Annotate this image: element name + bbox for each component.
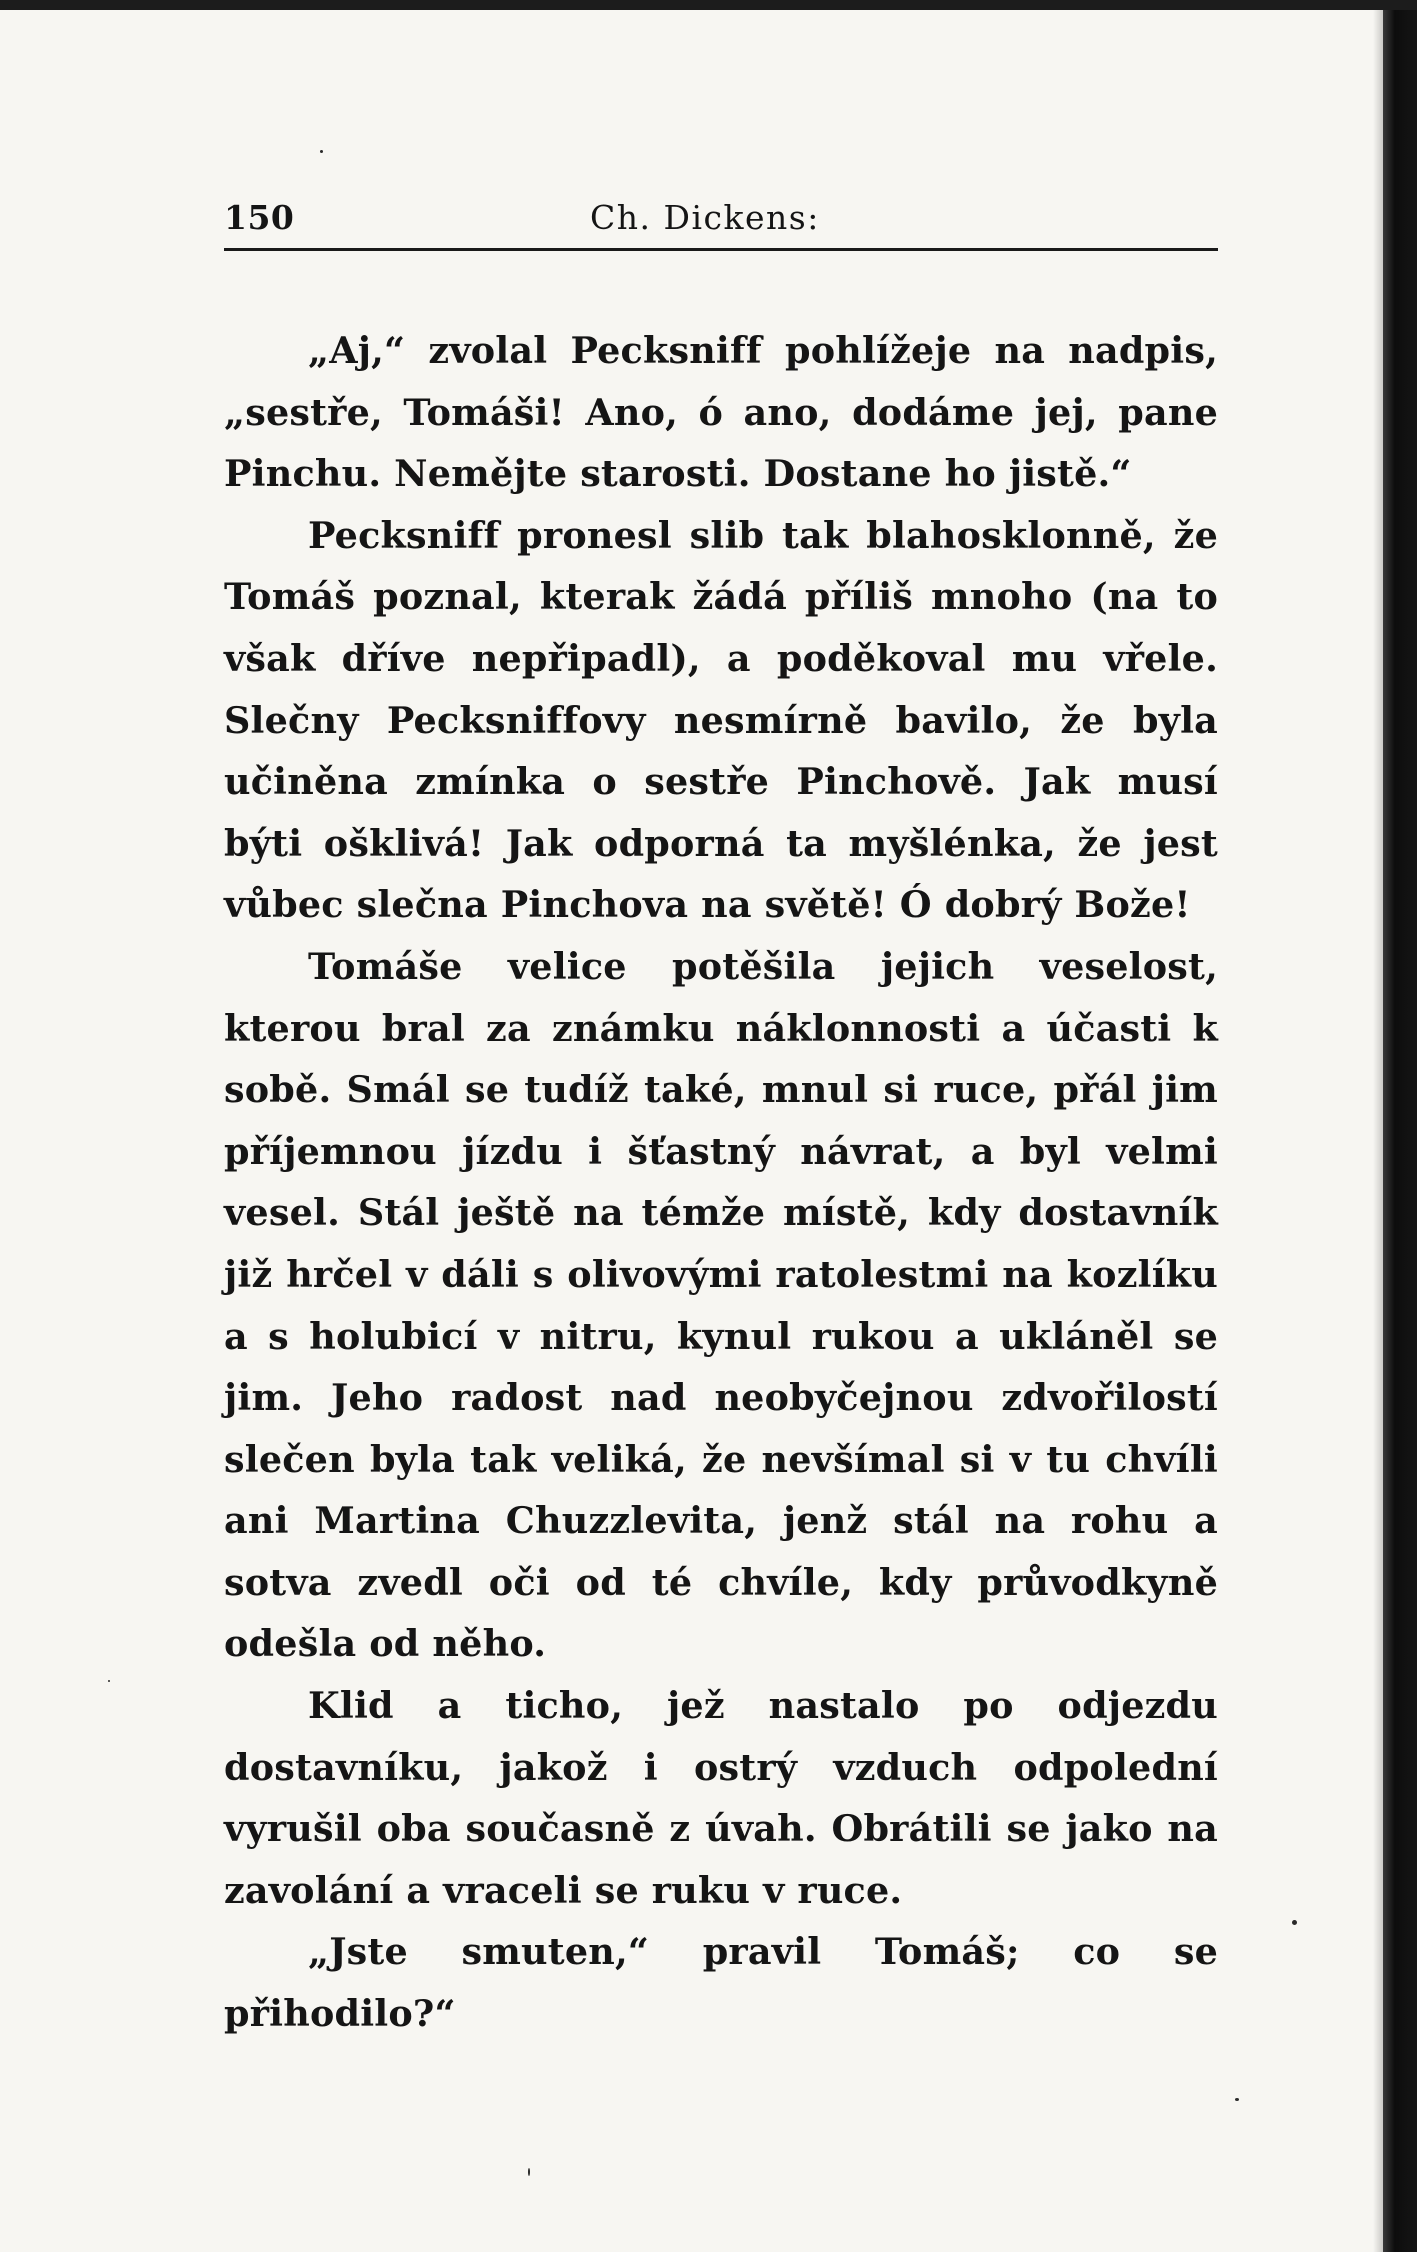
book-page bbox=[224, 180, 1218, 2036]
book-edge bbox=[1383, 10, 1417, 2252]
paper-speck bbox=[320, 150, 323, 153]
paragraph: Pecksniff pronesl slib tak blahosklonně, že Tomáš poznal, kterak žádá příliš mnoho (na to však dříve nepřipadl), a poděkoval mu vřele. Slečny Pecksniffovy nesmírně bavilo, že byla učiněna zmínka o sestře Pinchově. Jak musí býti ošklivá! Jak odporná ta myšlénka, že jest vůbec slečna Pinchova na světě! Ó dobrý Bože! bbox=[224, 513, 1218, 927]
paper-speck bbox=[1292, 1920, 1297, 1925]
paragraph: Klid a ticho, jež nastalo po odjezdu dostavníku, jakož i ostrý vzduch odpolední vyrušil oba současně z úvah. Obrátili se jako na zavolání a vraceli se ruku v ruce. bbox=[224, 1684, 1218, 1912]
paragraph: Tomáše velice potěšila jejich veselost, kterou bral za známku náklonnosti a účasti k sobě. Smál se tudíž také, mnul si ruce, přál jim příjemnou jízdu i šťastný návrat, a byl velmi vesel. Stál ještě na témže místě, kdy dostavník již hrčel v dáli s olivovými ratolestmi na kozlíku a s holubicí v nitru, kynul rukou a ukláněl se jim. Jeho radost nad neobyčejnou zdvořilostí slečen byla tak veliká, že nevšímal si v tu chvíli ani Martina Chuzzlevita, jenž stál na rohu a sotva zvedl oči od té chvíle, kdy průvodkyně odešla od něho. bbox=[224, 944, 1218, 1666]
running-title: Ch. Dickens: bbox=[590, 198, 820, 237]
paper-speck bbox=[108, 1680, 110, 1682]
paragraph: „Jste smuten,“ pravil Tomáš; co se přihodilo?“ bbox=[224, 1930, 1218, 2036]
paper-speck bbox=[528, 2168, 530, 2176]
page-number: 150 bbox=[224, 198, 295, 237]
paper-speck bbox=[1235, 2098, 1239, 2101]
paragraph: „Aj,“ zvolal Pecksniff pohlížeje na nadpis, „sestře, Tomáši! Ano, ó ano, dodáme jej, pane Pinchu. Nemějte starosti. Dostane ho jistě.“ bbox=[224, 329, 1218, 496]
page-header bbox=[224, 180, 1218, 240]
header-rule bbox=[224, 248, 1218, 251]
page-body bbox=[224, 320, 1218, 2045]
page-gutter-shadow bbox=[1373, 10, 1383, 2252]
